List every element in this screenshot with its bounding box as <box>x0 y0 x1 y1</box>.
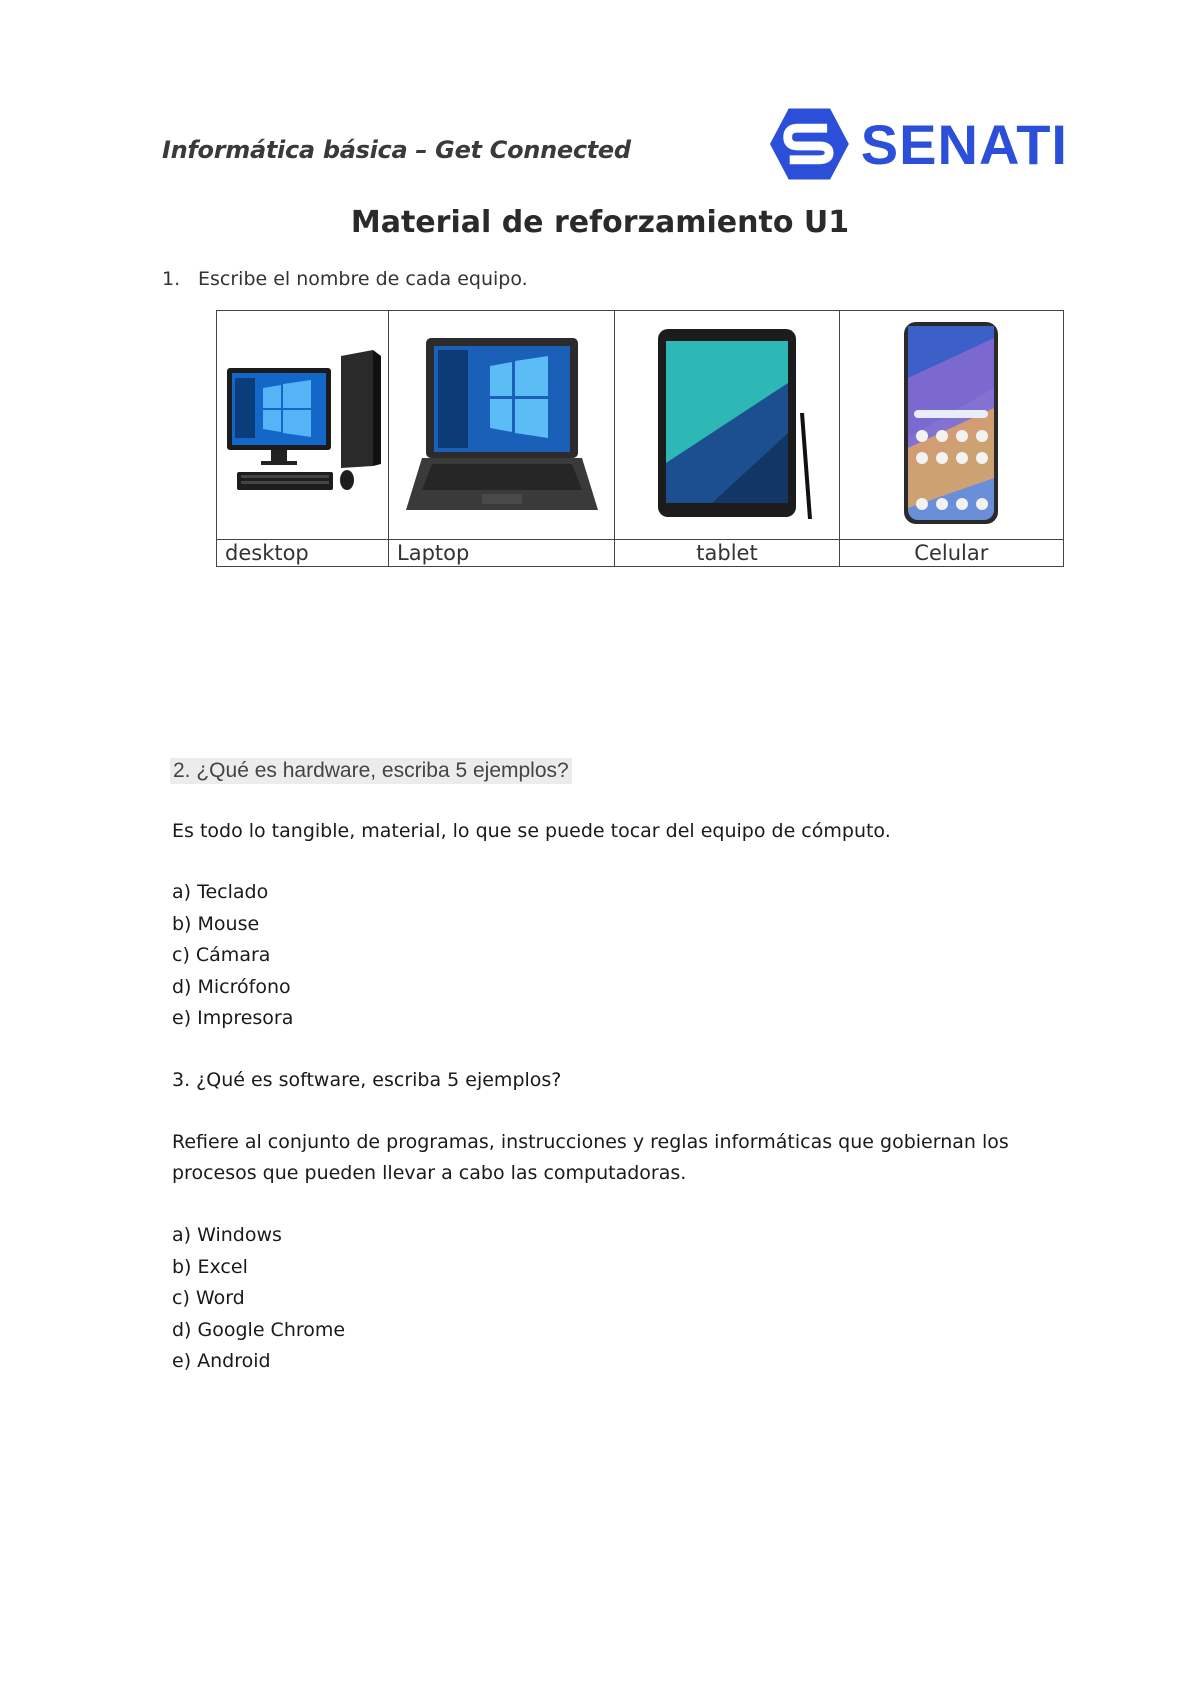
list-item: e) Android <box>172 1350 271 1372</box>
logo-wordmark: SENATI <box>860 112 1068 176</box>
desktop-computer-image <box>223 348 383 498</box>
phone-image-cell <box>839 311 1063 540</box>
software-examples-list <box>172 1220 345 1378</box>
list-item: d) Micrófono <box>172 975 291 998</box>
tablet-image <box>642 323 812 523</box>
device-label: desktop <box>217 540 389 567</box>
list-item: b) Mouse <box>172 912 260 935</box>
question-1-text: Escribe el nombre de cada equipo. <box>198 268 528 290</box>
list-item: b) Excel <box>172 1255 248 1278</box>
question-3-answer-line-1: Refiere al conjunto de programas, instrucciones y reglas informáticas que gobiernan los <box>172 1131 1009 1153</box>
question-3-answer-line-2: procesos que pueden llevar a cabo las computadoras. <box>172 1162 687 1184</box>
question-3-answer <box>172 1127 1009 1189</box>
senati-logo <box>768 104 1068 184</box>
smartphone-image <box>896 318 1006 528</box>
list-item: d) Google Chrome <box>172 1318 346 1341</box>
document-title: Material de reforzamiento U1 <box>350 205 850 240</box>
course-title: Informática básica – Get Connected <box>162 136 631 164</box>
question-2-answer: Es todo lo tangible, material, lo que se puede tocar del equipo de cómputo. <box>172 820 891 842</box>
senati-logo-icon <box>768 106 851 182</box>
question-1 <box>162 268 528 290</box>
question-1-number: 1. <box>162 268 181 290</box>
list-item: a) Teclado <box>172 881 269 903</box>
question-2: 2. ¿Qué es hardware, escriba 5 ejemplos? <box>170 758 572 784</box>
list-item: c) Word <box>172 1287 245 1309</box>
tablet-image-cell <box>615 311 839 540</box>
list-item: e) Impresora <box>172 1007 294 1029</box>
laptop-image <box>402 328 602 518</box>
devices-table <box>216 310 1064 567</box>
list-item: c) Cámara <box>172 944 271 966</box>
hardware-examples-list <box>172 877 293 1035</box>
device-label: Celular <box>839 540 1063 567</box>
list-item: a) Windows <box>172 1224 282 1246</box>
question-3: 3. ¿Qué es software, escriba 5 ejemplos? <box>172 1069 562 1091</box>
device-label: tablet <box>615 540 839 567</box>
laptop-image-cell <box>389 311 615 540</box>
device-label: Laptop <box>389 540 615 567</box>
desktop-image-cell <box>217 311 389 540</box>
